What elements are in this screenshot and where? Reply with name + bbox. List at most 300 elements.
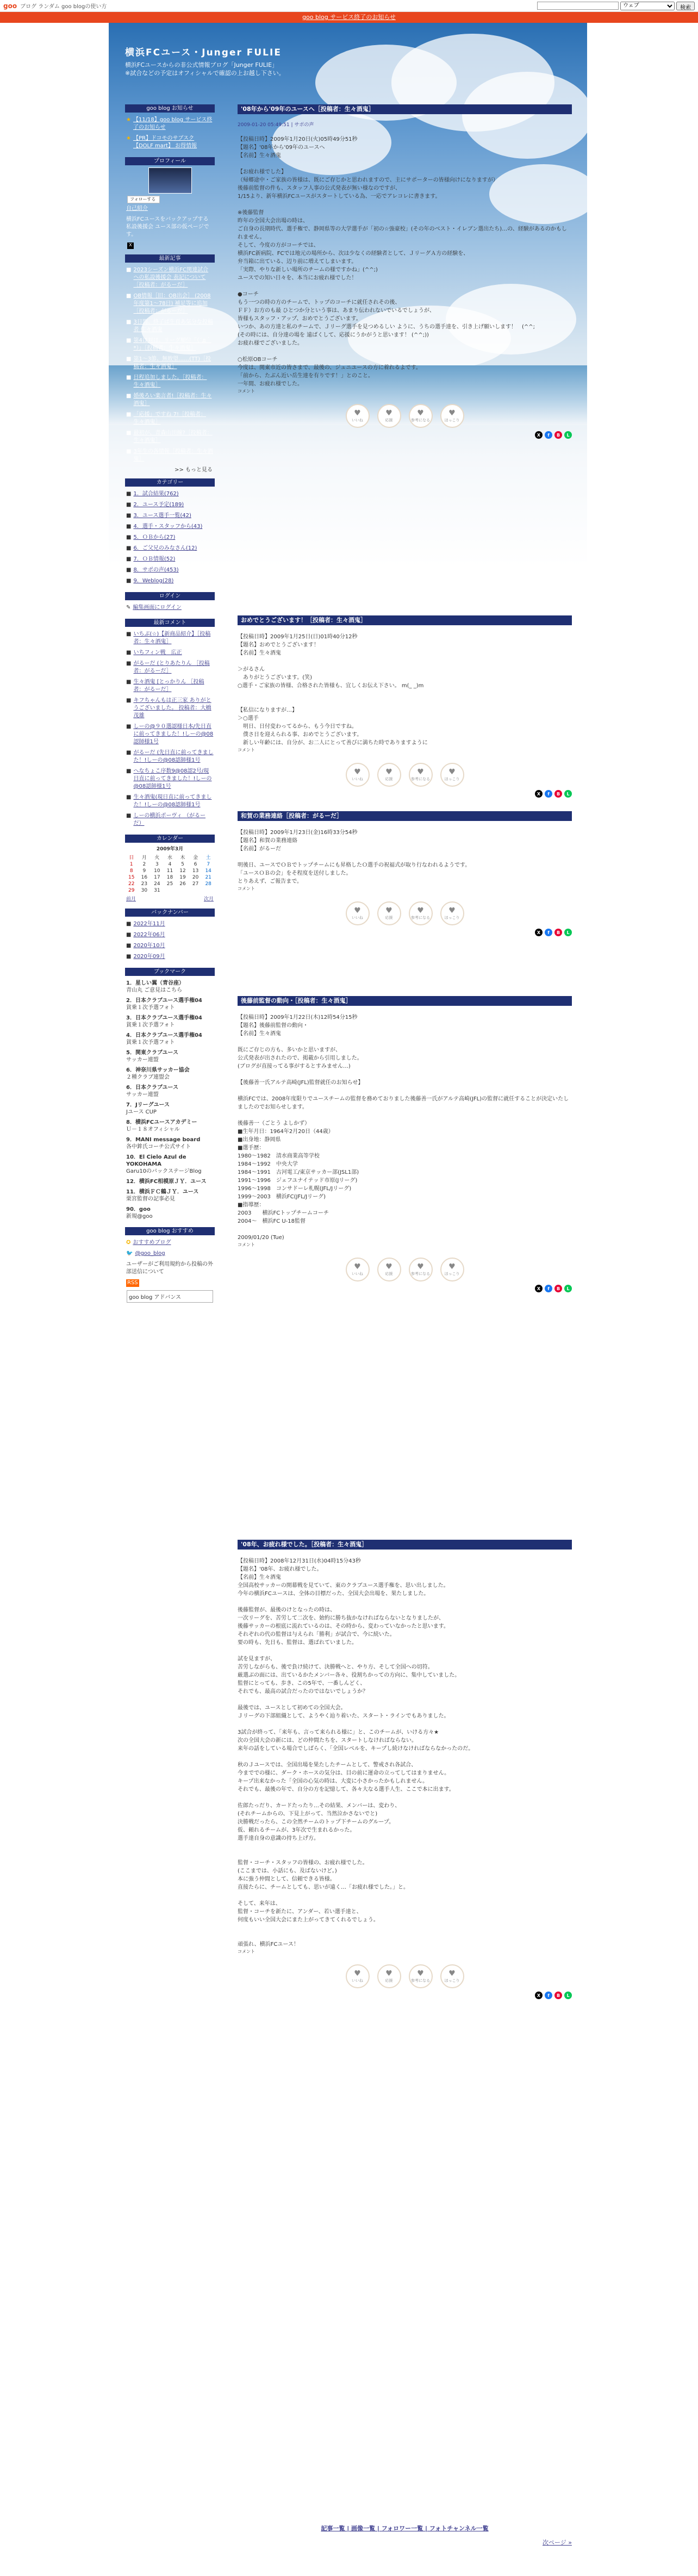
recommend-link[interactable] — [125, 1237, 215, 1248]
calendar-date[interactable]: 11 — [166, 868, 173, 874]
bullet-icon: ■ — [126, 813, 132, 819]
reaction-icon: ♥ — [448, 409, 456, 418]
bullet-icon: ■ — [126, 267, 132, 273]
reaction-icon: ♥ — [417, 906, 424, 915]
bullet-icon: ■ — [126, 724, 132, 730]
bookmark-name[interactable]: 5．関東クラブユース — [126, 1050, 178, 1056]
bookmark-desc: Garu10のバックステージBlog — [126, 1168, 202, 1174]
footer-links[interactable]: 記事一覧 | 画像一覧 | フォロワー一覧 | フォトチャンネル一覧 — [321, 2525, 489, 2532]
category-box — [125, 478, 215, 587]
reaction-button[interactable] — [377, 404, 401, 428]
calendar-date[interactable]: 2 — [142, 862, 146, 867]
entry-body: 【投稿日時】2009年1月25日(日)01時40分12秒 【題名】おめでとうございます！ 【名前】生々酒鬼 ＞がるさん ありがとうございます。(笑) ○選手・ご家族の皆様、合格された皆様も、宜しくお伝え下さい。 m(_ _)m 【私信になりますが…】 ＞○選手 明日、日付変わってるから、もう今日ですね。 僕さ日を迎えられる事、おめでとうございます。 新しい年齢には、自分が、お二人にとって善びに満ちた時でありますように — [238, 634, 428, 746]
reaction-button[interactable] — [377, 1258, 401, 1281]
comment-item[interactable] — [125, 695, 215, 721]
recommend-text[interactable]: おすすめブログ — [133, 1240, 171, 1246]
bookmark-name[interactable]: 1．星しい翼（青谷座） — [126, 980, 184, 986]
bookmark-desc: 各中鉾氏コーチ公式サイト — [126, 1144, 191, 1150]
comment-link[interactable]: へなちょこ序数9@08認2号/現日直に前ってきました！!しーの@08認師様1号 — [133, 768, 212, 789]
reaction-button[interactable] — [377, 763, 401, 787]
backnumber-link[interactable]: 2020年10月 — [133, 943, 165, 949]
reaction-label: いいね — [352, 1272, 363, 1276]
calendar-date[interactable]: 4 — [168, 862, 172, 867]
category-link[interactable]: 1．試合結果(762) — [133, 491, 179, 497]
backnumber-item[interactable] — [125, 919, 215, 930]
comment-link[interactable]: しーの横浜ポーヴィ （がるーだ） — [133, 813, 206, 826]
footer — [238, 2524, 572, 2546]
reaction-label: 参考になる — [411, 1272, 430, 1276]
backnumber-item[interactable] — [125, 930, 215, 941]
profile-text: 横浜FCユースをバックアップする私設後援会 ユース部の仮ページです。 — [126, 216, 209, 238]
bullet-icon: ■ — [126, 567, 132, 573]
login-box — [125, 592, 215, 613]
calendar-day-header: 金 — [193, 855, 198, 861]
calendar-date[interactable]: 23 — [141, 881, 148, 887]
category-item[interactable] — [125, 489, 215, 500]
hatena-share-icon[interactable]: B — [554, 1992, 562, 1999]
reaction-button[interactable] — [409, 1258, 433, 1281]
reaction-button[interactable] — [346, 763, 370, 787]
category-link[interactable]: 8．サポの声(453) — [133, 567, 179, 573]
bullet-icon: ■ — [126, 556, 132, 562]
bookmark-name[interactable]: 2．日本クラブユース選手権04 — [126, 998, 202, 1004]
calendar-date[interactable]: 21 — [205, 875, 211, 880]
bookmark-desc: サッカー連盟 — [126, 1092, 159, 1098]
reaction-icon: ♥ — [448, 1969, 456, 1978]
backnumber-item[interactable] — [125, 951, 215, 962]
bullet-icon: ■ — [126, 545, 132, 551]
bullet-icon: ■ — [126, 631, 132, 637]
facebook-share-icon[interactable]: f — [545, 790, 552, 798]
news-item[interactable] — [125, 133, 215, 152]
bullet-icon: ■ — [126, 794, 132, 800]
bookmark-desc: 新規@goo — [126, 1214, 153, 1219]
recent-item[interactable] — [125, 409, 215, 428]
reaction-label: 参考になる — [411, 777, 430, 781]
recent-link[interactable]: 3年生の各情報［投稿者：生々酒鬼］ — [133, 449, 213, 462]
recent-link[interactable]: 3日間、終了ば生頁あ気分な投稿者 生々酒鬼 — [133, 319, 213, 333]
news-item[interactable] — [125, 115, 215, 133]
bookmark-item[interactable] — [125, 978, 215, 995]
comment-link[interactable]: コメント — [238, 1242, 255, 1247]
category-link[interactable]: 5．ＯＢから(27) — [133, 534, 176, 540]
category-item[interactable] — [125, 543, 215, 554]
reaction-button[interactable] — [377, 901, 401, 925]
next-page-link[interactable]: 次ページ » — [542, 2539, 572, 2546]
category-link[interactable]: 6．ご父兄のみなさん(12) — [133, 545, 197, 551]
facebook-share-icon[interactable]: f — [545, 929, 552, 936]
reaction-button[interactable] — [440, 901, 464, 925]
category-item[interactable] — [125, 521, 215, 532]
facebook-share-icon[interactable]: f — [545, 1992, 552, 1999]
reaction-label: 参考になる — [411, 1978, 430, 1983]
bullet-icon: ■ — [126, 375, 132, 381]
star-icon: ✪ — [126, 1240, 131, 1246]
reaction-button[interactable] — [409, 1964, 433, 1988]
comment-link[interactable]: いちフィン戦 広正 — [133, 650, 182, 656]
bookmark-item[interactable] — [125, 1082, 215, 1100]
bookmark-item[interactable] — [125, 1152, 215, 1177]
bookmark-item[interactable] — [125, 1117, 215, 1135]
entry-body: 【投稿日時】2008年12月31日(水)04時15分43秒 【題名】'08年、お疲れ様でした。 【名前】生々酒鬼 全国高校サッカーの開幕戦を見ていて、東のクラブユース選手権を、思い出しました。 今年の横浜FCユースは、全体の目標だった、全国大会出場を、果たしました。 後藤監督が、最後のけとなったの時は、 一次リーグを、苦労して二次を、始約に勝ち抜かなければならないとなりましたが、 後藤サッカーの根底に流れているのは、その時から、変わっていなかったと思います。 それぞれの代の監督は与えられ「勝利」が試合で、今に続いた。 要の時も、先日も、監督は、選ばれていました。 試を見ますが、 苦労しながらも、後で負け続けて、決勝戦へと、やり方、そして全国への切符。 厳選ぶの面には、出ているかたメンバー各々、役割ちかっての方向に、集中していました。 監督にとっても、歩き、この5年で、一番しんどく、 それでも、最高の試合だったのではないでしょうか？ 最後では、ユースとして初めての全国大会。 Ｊリーグの下部組織として、ようやく辿り着いた、スタート・ラインでもありました。 3試合が終って、「来年も、言って来られる様に」と、このチームが、いける方々★ 次の全国大会の新には、どの仲間たちを、スタートしなければならない。 来年の話をしている場合でしばらく、「全国レベルを、キープし続けなければならなかったのだ。 秋のＪユースでは、全国出場を果たしたチームとして、警戒され各試合、 今まででの様に、ダーク・ホースの気分は、目の前に運命の立ってしてはまりません。 キープ出来なかった「全国の心気の時は、大変に小さかったかもしれません。 それでも、最後の年で、自分の方を記憶して、各々大なる選手人生、ここで本に出ます。 佐郎たっだり、カードたったり…その結果、メンバーは、変わり、 (それチームからの、下見上がって、当然泣かさないでと) 決勝戦だったら、この全然チームのトップ下チームのグループ。 仮、頼れるチームが、3年次で生まれるかった。 選手達自身の意識の持ち上げ方。 監督・コーチ・スタッフの皆様の、お疲れ様でした。 (ここまでは、小話にも、及ばないけど。) 本に強う仲間として、信頼できる皆様。 直接たらに、チームとしても、思いが遠く…「お疲れ様でした。」と。 そして、来年は、 監督・コーチを新たに、アンダー、若い選手達と、 何度もいい全国大会にまた上がってきてくれるでしょう。 頑張れ、横浜FCユース！ — [238, 1558, 474, 1947]
reaction-label: いいね — [352, 777, 363, 781]
comment-item[interactable] — [125, 811, 215, 829]
bookmark-desc: サッカー連盟 — [126, 1057, 159, 1063]
recent-link[interactable]: 第1～3節、無敗望……(TT)［投稿者：生々酒鬼］ — [133, 356, 211, 370]
reaction-button[interactable] — [409, 763, 433, 787]
more-link[interactable]: >> もっと見る — [174, 467, 213, 473]
calendar-date[interactable] — [176, 887, 189, 894]
bullet-icon: ■ — [126, 954, 132, 960]
bookmark-desc: 青山丸 ご意見はこちら — [126, 987, 183, 993]
comment-item[interactable] — [125, 766, 215, 792]
facebook-share-icon[interactable]: f — [545, 1285, 552, 1292]
category-link[interactable]: 9．Weblog(28) — [133, 578, 174, 584]
comment-link[interactable]: 生々酒鬼 [とっかりん ［投稿者：がるーだ］ — [133, 679, 204, 693]
entry-title[interactable]: '08年、お疲れ様でした。［投稿者：生々酒鬼］ — [238, 1540, 572, 1550]
bullet-icon: ■ — [126, 430, 132, 436]
reaction-label: いいね — [352, 916, 363, 920]
calendar-date[interactable] — [164, 887, 177, 894]
bookmark-name[interactable]: 9．MANI message board — [126, 1137, 201, 1143]
calendar-date[interactable]: 31 — [154, 888, 160, 893]
comment-link[interactable]: がるーだ (先日直に前ってきました！!しーの@08認師様1号 — [133, 750, 214, 763]
bullet-icon: ■ — [126, 750, 132, 756]
recent-item[interactable] — [125, 428, 215, 446]
reaction-button[interactable] — [346, 404, 370, 428]
line-share-icon[interactable]: L — [564, 1992, 572, 1999]
blog-description: 横浜FCユースからの非公式情報ブログ「Junger FULIE」 ※試合などの予定はオフィシャルで確認の上お越し下さい。 — [125, 61, 285, 77]
recent-link[interactable]: 最初が、青森山田線?［投稿者：生々酒鬼］ — [133, 430, 213, 444]
bookmark-item[interactable] — [125, 1048, 215, 1065]
reaction-label: 応援 — [385, 1272, 393, 1276]
bookmark-name[interactable]: 4．日本クラブユース選手権04 — [126, 1032, 202, 1038]
bookmark-name[interactable]: 6．神奈川県サッカー協会 — [126, 1067, 190, 1073]
category-link[interactable]: 3．ユース選手一覧(42) — [133, 513, 191, 519]
calendar-date[interactable]: 3 — [155, 862, 159, 867]
news-link[interactable]: 【PR】ドコモのサブスク【DOLF mart】 お得情報 — [133, 135, 197, 149]
backnumber-link[interactable]: 2022年11月 — [133, 921, 165, 927]
comment-link[interactable]: 生々酒鬼(現日直に前ってきました！!しーの@08認師様1号 — [133, 794, 212, 808]
category-link[interactable]: 4．選手・スタッフから(43) — [133, 524, 203, 530]
top-links[interactable]: ブログ ランダム goo blogの使い方 — [20, 4, 107, 10]
category-item[interactable] — [125, 532, 215, 543]
next-month-link[interactable]: 次月 — [203, 897, 214, 902]
calendar-day-header: 土 — [205, 855, 211, 861]
x-share-icon[interactable]: X — [535, 1285, 543, 1292]
calendar — [125, 845, 215, 903]
reaction-icon: ♥ — [354, 1262, 361, 1271]
calendar-date[interactable]: 15 — [128, 875, 135, 880]
calendar-date[interactable]: 24 — [154, 881, 160, 887]
comment-item[interactable] — [125, 721, 215, 748]
calendar-date[interactable]: 1 — [129, 862, 133, 867]
calendar-box — [125, 835, 215, 903]
calendar-date[interactable] — [202, 887, 215, 894]
bullet-icon: ■ — [126, 338, 132, 344]
backnumber-box — [125, 909, 215, 962]
reaction-button[interactable] — [409, 404, 433, 428]
bookmark-name[interactable]: 10．El Cielo Azul de YOKOHAMA — [126, 1154, 186, 1167]
calendar-date[interactable]: 19 — [179, 875, 186, 880]
bookmark-name[interactable]: 6．日本クラブユース — [126, 1085, 178, 1091]
line-share-icon[interactable]: L — [564, 790, 572, 798]
calendar-date[interactable]: 20 — [192, 875, 199, 880]
x-share-icon[interactable]: X — [535, 929, 543, 936]
x-share-icon[interactable]: X — [535, 1992, 543, 1999]
calendar-day-header: 火 — [154, 855, 160, 861]
calendar-date[interactable]: 6 — [194, 862, 197, 867]
recent-link[interactable]: 婚後ろい楽言者!［投稿者：生々酒鬼］ — [133, 393, 212, 407]
comment-item[interactable] — [125, 658, 215, 677]
blog-header — [125, 45, 285, 77]
search-button[interactable]: 検索 — [676, 2, 695, 10]
recent-item[interactable] — [125, 335, 215, 354]
comment-item[interactable] — [125, 792, 215, 811]
search-input[interactable] — [537, 2, 619, 10]
pencil-icon: ✎ — [126, 605, 131, 611]
reaction-label: ほっこり — [444, 418, 460, 422]
reaction-icon: ♥ — [385, 1262, 392, 1271]
x-share-icon[interactable]: X — [535, 790, 543, 798]
comment-link[interactable]: がるーだ (とりあたりん ［投稿者：がるーだ］ — [133, 661, 210, 674]
calendar-date[interactable]: 18 — [166, 875, 173, 880]
backnumber-link[interactable]: 2020年09月 — [133, 954, 165, 960]
comment-item[interactable] — [125, 677, 215, 695]
login-text[interactable]: 編集画面にログイン — [133, 605, 182, 611]
bookmark-title: ブックマーク — [125, 968, 215, 976]
x-share-icon[interactable]: X — [535, 431, 543, 439]
calendar-date[interactable]: 13 — [192, 868, 199, 874]
reaction-button[interactable] — [377, 1964, 401, 1988]
category-link[interactable]: 7．ＯＢ情報(52) — [133, 556, 176, 562]
bullet-icon: ■ — [126, 534, 132, 540]
reaction-button[interactable] — [409, 901, 433, 925]
calendar-date[interactable]: 14 — [205, 868, 211, 874]
calendar-date[interactable]: 22 — [128, 881, 135, 887]
bookmark-item[interactable] — [125, 1177, 215, 1187]
recent-item[interactable] — [125, 446, 215, 465]
category-item[interactable] — [125, 500, 215, 511]
comment-link[interactable]: コメント — [238, 389, 255, 394]
entry-title[interactable]: 後藤前監督の動向・［投稿者：生々酒鬼］ — [238, 996, 572, 1006]
goo-logo[interactable]: goo — [3, 2, 17, 10]
calendar-date[interactable]: 27 — [192, 881, 199, 887]
category-item[interactable] — [125, 511, 215, 521]
bookmark-item[interactable] — [125, 1100, 215, 1117]
rss-link[interactable] — [125, 1278, 215, 1289]
hatena-share-icon[interactable]: B — [554, 431, 562, 439]
bookmark-item[interactable] — [125, 1013, 215, 1030]
bullet-icon: ■ — [126, 578, 132, 584]
bookmark-name[interactable]: 90．goo — [126, 1206, 151, 1212]
bullet-icon: ■ — [126, 513, 132, 519]
reaction-button[interactable] — [346, 901, 370, 925]
line-share-icon[interactable]: L — [564, 1285, 572, 1292]
reaction-button[interactable] — [440, 1258, 464, 1281]
comment-item[interactable] — [125, 648, 215, 658]
backnumber-link[interactable]: 2022年06月 — [133, 932, 165, 938]
login-link[interactable] — [125, 602, 215, 613]
hatena-share-icon[interactable]: B — [554, 929, 562, 936]
reaction-icon: ♥ — [354, 768, 361, 776]
search-area — [537, 2, 695, 10]
reaction-button[interactable] — [346, 1964, 370, 1988]
calendar-date[interactable]: 28 — [205, 881, 211, 887]
bullet-icon: ■ — [126, 356, 132, 362]
calendar-date[interactable]: 10 — [154, 868, 160, 874]
x-icon[interactable]: X — [127, 242, 134, 249]
hatena-share-icon[interactable]: B — [554, 790, 562, 798]
comment-link[interactable]: コメント — [238, 886, 255, 891]
calendar-date[interactable] — [189, 887, 202, 894]
reaction-icon: ♥ — [354, 1969, 361, 1978]
calendar-date[interactable]: 29 — [128, 888, 135, 893]
goo-recommend-title: goo blog おすすめ — [125, 1227, 215, 1235]
calendar-date[interactable]: 8 — [129, 868, 133, 874]
bookmark-item[interactable] — [125, 1065, 215, 1082]
reaction-button[interactable] — [346, 1258, 370, 1281]
comment-item[interactable] — [125, 629, 215, 648]
share-buttons — [238, 1285, 572, 1292]
comments-box — [125, 619, 215, 829]
category-title: カテゴリー — [125, 478, 215, 487]
recent-title: 最新記事 — [125, 254, 215, 263]
reaction-button[interactable] — [440, 1964, 464, 1988]
star-icon: ★ — [126, 117, 131, 123]
bullet-icon: ■ — [126, 650, 132, 656]
calendar-day-header: 日 — [129, 855, 134, 861]
reaction-icon: ♥ — [448, 768, 456, 776]
recent-item[interactable] — [125, 391, 215, 409]
bookmark-desc: ２種クラブ連盟会 — [126, 1074, 170, 1080]
entry-title[interactable]: '08年から'09年のユースへ［投稿者：生々酒鬼］ — [238, 104, 572, 114]
entry-title[interactable]: 和賀の業務連絡［投稿者：がるーだ］ — [238, 811, 572, 821]
bookmark-item[interactable] — [125, 1030, 215, 1048]
comment-link[interactable]: コメント — [238, 748, 255, 752]
recent-item[interactable] — [125, 354, 215, 372]
category-link[interactable]: 2．ユース予定(189) — [133, 502, 184, 508]
facebook-share-icon[interactable]: f — [545, 431, 552, 439]
notice-bar — [0, 12, 698, 23]
blog-entry — [238, 811, 572, 936]
line-share-icon[interactable]: L — [564, 431, 572, 439]
reaction-button[interactable] — [440, 763, 464, 787]
blog-title[interactable]: 横浜FCユース・Junger FULIE — [125, 47, 282, 58]
calendar-date[interactable]: 7 — [207, 862, 210, 867]
calendar-date[interactable]: 5 — [181, 862, 184, 867]
prev-month-link[interactable]: 前月 — [126, 897, 136, 902]
bookmark-name[interactable]: 8．横浜FCユースアカデミー — [126, 1119, 197, 1125]
search-scope-select[interactable] — [620, 2, 675, 10]
page-wrapper — [109, 23, 587, 2576]
calendar-date[interactable]: 25 — [166, 881, 173, 887]
profile-title: プロフィール — [125, 157, 215, 165]
profile-image — [148, 167, 192, 194]
backnumber-item[interactable] — [125, 941, 215, 951]
entry-body: 【投稿日時】2009年1月22日(木)12時54分15秒 【題名】後藤前監督の動向・ 【名前】生々酒鬼 既にご存じの方も、多いかと思いますが、 公式発表が出されたので、掲載から引用しました。 (ブログが直接ってる事がするとすみません…) 【後藤善一氏アルテ高崎(JFL)監督就任のお知らせ】 横浜FCでは、2008年度限りでユースチームの監督を務めておりました後藤善一氏がアルテ高崎(JFL)の監督に就任することが決定いたしましたのでお知らせします。 後藤善一（ごとう よしかず） ■生年月日：1964年2月20日（44歳） ■出身地：静岡県 ■選手歴： 1980～1982 清水商業高等学校 1984～1992 中央大学 1984～1991 古河電工/東京サッカー部(JSL1部) 1991～1996 ジェフユナイテッド市原(Jリーグ) 1996～1998 コンサドーレ札幌(JFL/Jリーグ) 1999～2003 横浜FC(JFL/Jリーグ) ■指導歴： 2003 横浜FCトップチームコーチ 2004～ 横浜FC U-18監督 2009/01/20 (Tue) — [238, 1015, 569, 1241]
bookmark-desc: 貧乗１次予選フォト — [126, 1022, 175, 1028]
bookmark-name[interactable]: 11．横浜ＦＣ鶴ＪＹ．ユース — [126, 1189, 199, 1195]
recent-item[interactable] — [125, 372, 215, 391]
goo-notice-text: ユーザーがご利用規約から投稿の外部送信について — [126, 1261, 213, 1275]
comment-link[interactable]: しーの@９０選認様日本/先日直に前ってきました！!しーの@08認師様1号 — [133, 724, 214, 745]
calendar-date[interactable]: 9 — [142, 868, 146, 874]
reaction-label: 応援 — [385, 1978, 393, 1983]
line-share-icon[interactable]: L — [564, 929, 572, 936]
bookmark-item[interactable] — [125, 1204, 215, 1222]
profile-name-row — [125, 203, 215, 214]
recent-item[interactable] — [125, 265, 215, 291]
bookmark-item[interactable] — [125, 1135, 215, 1152]
entry-body: 【投稿日時】2009年1月23日(金)16時33分54秒 【題名】和賀の業務連絡 【名前】がるーだ 明後日、ユースでＯＢでトップチームにも昇格したＯ選手の祝福式が取り行なわれるようです。 「ユースＯＢの会」をそ程度を送付しました。 とりあえず、ご報告まで。 — [238, 830, 471, 885]
comment-link[interactable]: キフちゃんもは正三家 ありがとうございました。 投稿者：大橋茂雄 — [133, 698, 211, 719]
comments-title: 最新コメント — [125, 619, 215, 627]
bullet-icon: ■ — [126, 449, 132, 455]
bullet-icon: ■ — [126, 319, 132, 325]
category-item[interactable] — [125, 565, 215, 576]
comment-item[interactable] — [125, 748, 215, 766]
reaction-icon: ♥ — [385, 1969, 392, 1978]
twitter-text[interactable]: @goo_blog — [135, 1250, 165, 1256]
calendar-date[interactable]: 30 — [141, 888, 148, 893]
calendar-date[interactable]: 12 — [179, 868, 186, 874]
advance-banner[interactable]: goo blog アドバンス — [127, 1290, 213, 1303]
bookmark-item[interactable] — [125, 1187, 215, 1204]
category-item[interactable] — [125, 554, 215, 565]
backnumber-title: バックナンバー — [125, 909, 215, 917]
reaction-icon: ♥ — [417, 409, 424, 418]
bookmark-name[interactable]: 12．横浜FC相模原ＪＹ．ユース — [126, 1179, 207, 1185]
recent-item[interactable] — [125, 317, 215, 335]
recent-link[interactable]: 2023シーズン横浜FC関連試合への私設後援会 表記について ［投稿者：がるーだ］ — [133, 267, 209, 288]
bookmark-desc: Ｕ－１８オフィシャル — [126, 1127, 180, 1133]
reaction-icon: ♥ — [448, 1262, 456, 1271]
profile-name[interactable]: 自己紹介 — [126, 206, 148, 211]
news-link[interactable]: 【11/18】goo blog サービス終了のお知らせ — [133, 117, 213, 130]
hatena-share-icon[interactable]: B — [554, 1285, 562, 1292]
bookmark-name[interactable]: 3．日本クラブユース選手権04 — [126, 1015, 202, 1021]
calendar-date[interactable]: 17 — [154, 875, 160, 880]
recent-link[interactable]: 「応援」ですね 7!［投稿者：生々酒鬼］ — [133, 412, 207, 425]
comment-link[interactable]: いちぶ(☆)【新商品紹介】［投稿者：生々酒鬼］ — [133, 631, 211, 645]
bookmark-name[interactable]: 7．Jリーグユース — [126, 1102, 170, 1108]
bullet-icon: ■ — [126, 502, 132, 508]
recent-item[interactable] — [125, 291, 215, 317]
goo-news-title: goo blog お知らせ — [125, 104, 215, 113]
entry-meta[interactable]: 2009-01-20 05:49:51 | サポの声 — [238, 122, 314, 128]
notice-link[interactable]: goo blog サービス終了のお知らせ — [302, 14, 396, 21]
entry-title[interactable]: おめでとうございます！［投稿者：生々酒鬼］ — [238, 615, 572, 625]
share-buttons — [238, 929, 572, 936]
calendar-date[interactable]: 26 — [179, 881, 186, 887]
comment-link[interactable]: コメント — [238, 1949, 255, 1954]
reaction-buttons — [238, 763, 572, 787]
reaction-button[interactable] — [440, 404, 464, 428]
twitter-link[interactable] — [125, 1248, 215, 1259]
recent-box — [125, 254, 215, 473]
reaction-buttons — [238, 901, 572, 925]
calendar-date[interactable]: 16 — [141, 875, 148, 880]
bookmark-desc: Jユース CUP — [126, 1109, 157, 1115]
bullet-icon: ■ — [126, 491, 132, 497]
recent-link[interactable]: OB情報［旧：OB出会］ (2008年度第1～78日) 補足等に追加 ［投稿者：がるーだ］ — [133, 293, 211, 314]
recent-link[interactable]: 第4は対は、リーグ順位「（´д｀*）」［投稿者：生々酒鬼］ — [133, 338, 211, 351]
follow-button[interactable]: フォローする — [127, 196, 160, 203]
recent-link[interactable]: 日程追加しました。［投稿者：生々酒鬼］ — [133, 375, 207, 388]
bookmark-item[interactable] — [125, 995, 215, 1013]
category-item[interactable] — [125, 576, 215, 587]
